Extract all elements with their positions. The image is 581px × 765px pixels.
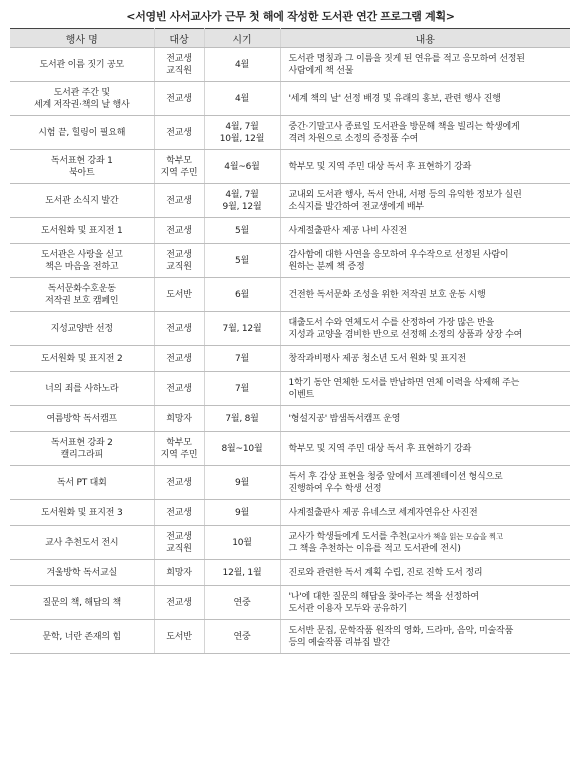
table-row	[10, 278, 570, 312]
period-cell	[204, 48, 280, 82]
cell-line: 지역 주민	[160, 449, 198, 460]
period-cell	[204, 244, 280, 278]
cell-line: 교직원	[166, 543, 192, 554]
cell-line: 사계절출판사 제공 나비 사진전	[288, 225, 407, 236]
cell-line: 9월, 12월	[222, 201, 262, 212]
cell-line: 전교생	[166, 477, 192, 488]
cell-line: 등의 예술작품 리뷰집 발간	[288, 637, 390, 648]
cell-line: 도서관 소식지 발간	[45, 195, 119, 206]
name-cell	[10, 620, 154, 654]
target-cell	[154, 244, 204, 278]
content-cell	[280, 346, 570, 372]
cell-line: 9월	[234, 477, 250, 488]
content-cell	[280, 218, 570, 244]
cell-line: 도서반 문집, 문학작품 원작의 영화, 드라마, 음악, 미술작품	[288, 625, 514, 636]
target-cell	[154, 586, 204, 620]
period-cell	[204, 466, 280, 500]
cell-line: 5월	[234, 255, 250, 266]
cell-line: 학부모 및 지역 주민 대상 독서 후 표현하기 강좌	[288, 443, 472, 454]
cell-line: 4월	[234, 93, 250, 104]
cell-line: 도서원화 및 표지전 1	[41, 225, 123, 236]
cell-line: 사계절출판사 제공 유네스코 세계자연유산 사진전	[288, 507, 478, 518]
period-cell	[204, 278, 280, 312]
cell-line: 독서문화수호운동	[47, 283, 116, 294]
target-cell	[154, 82, 204, 116]
name-cell	[10, 116, 154, 150]
cell-line: 학부모	[166, 155, 192, 166]
cell-line: 캘리그라피	[60, 449, 103, 460]
cell-line: 9월	[234, 507, 250, 518]
table-row	[10, 432, 570, 466]
period-cell	[204, 150, 280, 184]
cell-line: 여름방학 독서캠프	[46, 413, 118, 424]
cell-line: 도서반	[166, 631, 192, 642]
period-cell	[204, 500, 280, 526]
period-cell	[204, 406, 280, 432]
cell-line: 1학기 동안 연체한 도서를 반납하면 연체 이력을 삭제해 주는	[288, 377, 520, 388]
cell-line: 교직원	[166, 261, 192, 272]
cell-line: 대출도서 수와 연체도서 수를 산정하여 가장 많은 반을	[288, 317, 494, 328]
table-row	[10, 218, 570, 244]
name-cell	[10, 312, 154, 346]
cell-line: 이벤트	[288, 389, 314, 400]
cell-line: 전교생	[166, 53, 192, 64]
table-row	[10, 244, 570, 278]
period-cell	[204, 116, 280, 150]
cell-line: 교사가 학생들에게 도서를 추천	[288, 531, 407, 542]
table-row	[10, 586, 570, 620]
cell-line: 12월, 1월	[222, 567, 262, 578]
period-cell	[204, 620, 280, 654]
cell-line: 전교생	[166, 597, 192, 608]
table-body	[10, 48, 570, 654]
cell-line: 전교생	[166, 383, 192, 394]
cell-line: 격려 차원으로 소정의 증정품 수여	[288, 133, 419, 144]
content-cell	[280, 116, 570, 150]
period-cell	[204, 82, 280, 116]
content-cell	[280, 560, 570, 586]
name-cell	[10, 150, 154, 184]
name-cell	[10, 278, 154, 312]
cell-line: 학부모 및 지역 주민 대상 독서 후 표현하기 강좌	[288, 161, 472, 172]
period-cell	[204, 586, 280, 620]
target-cell	[154, 406, 204, 432]
cell-line: 8월~10월	[221, 443, 263, 454]
cell-line: 6월	[234, 289, 250, 300]
table-row	[10, 526, 570, 560]
cell-line: 독서표현 강좌 1	[50, 155, 113, 166]
cell-line: 건전한 독서문화 조성을 위한 저작권 보호 운동 시행	[288, 289, 486, 300]
period-cell	[204, 218, 280, 244]
cell-line: 전교생	[166, 249, 192, 260]
cell-line: 책은 마음을 전하고	[45, 261, 119, 272]
cell-line: 7월, 12월	[222, 323, 262, 334]
cell-line: 그 책을 추천하는 이유를 적고 도서관에 전시)	[288, 543, 461, 554]
target-cell	[154, 372, 204, 406]
cell-line: 도서원화 및 표지전 2	[41, 353, 123, 364]
cell-note: (교사가 책을 읽는 모습을 찍고	[406, 531, 503, 541]
name-cell	[10, 244, 154, 278]
name-cell	[10, 218, 154, 244]
cell-line: 도서반	[166, 289, 192, 300]
cell-line: 학부모	[166, 437, 192, 448]
cell-line: 4월~6월	[224, 161, 260, 172]
cell-line: 4월	[234, 59, 250, 70]
cell-line: 소식지를 발간하여 전교생에게 배부	[288, 201, 424, 212]
cell-line: 도서관은 사랑을 싣고	[40, 249, 123, 260]
content-cell	[280, 278, 570, 312]
target-cell	[154, 620, 204, 654]
target-cell	[154, 466, 204, 500]
header-period: 시기	[204, 29, 280, 48]
cell-line: 질문의 책, 해답의 책	[42, 597, 122, 608]
content-cell	[280, 500, 570, 526]
cell-line: 도서원화 및 표지전 3	[41, 507, 123, 518]
table-row	[10, 48, 570, 82]
cell-line: 전교생	[166, 323, 192, 334]
content-cell	[280, 244, 570, 278]
cell-line: 북아트	[69, 167, 95, 178]
name-cell	[10, 586, 154, 620]
cell-line: 겨울방학 독서교실	[46, 567, 118, 578]
name-cell	[10, 372, 154, 406]
target-cell	[154, 278, 204, 312]
target-cell	[154, 346, 204, 372]
document-title: <서영빈 사서교사가 근무 첫 해에 작성한 도서관 연간 프로그램 계획>	[126, 10, 455, 23]
table-row	[10, 620, 570, 654]
name-cell	[10, 82, 154, 116]
cell-line: 진로와 관련한 독서 계획 수립, 진로 진학 도서 정리	[288, 567, 483, 578]
period-cell	[204, 346, 280, 372]
target-cell	[154, 48, 204, 82]
table-header-row	[10, 29, 570, 48]
cell-line: 희망자	[166, 567, 192, 578]
cell-line: 전교생	[166, 127, 192, 138]
target-cell	[154, 500, 204, 526]
cell-line: 지성과 교양을 겸비한 반으로 선정해 소정의 상품과 상장 수여	[288, 329, 523, 340]
cell-line: 독서 후 감상 표현을 청중 앞에서 프레젠테이션 형식으로	[288, 471, 503, 482]
cell-line: 희망자	[166, 413, 192, 424]
period-cell	[204, 372, 280, 406]
cell-line: 연중	[233, 631, 251, 642]
name-cell	[10, 48, 154, 82]
cell-line: 7월, 8월	[225, 413, 259, 424]
cell-line: 전교생	[166, 195, 192, 206]
cell-line: 저작권 보호 캠페인	[45, 295, 119, 306]
table-row	[10, 406, 570, 432]
cell-line: 5월	[234, 225, 250, 236]
table-row	[10, 500, 570, 526]
content-cell	[280, 526, 570, 560]
name-cell	[10, 406, 154, 432]
name-cell	[10, 346, 154, 372]
cell-line: 지역 주민	[160, 167, 198, 178]
cell-line: 너의 죄를 사하노라	[45, 383, 119, 394]
cell-line: 중간·기말고사 종료일 도서관을 방문해 책을 빌리는 학생에게	[288, 121, 520, 132]
table-row	[10, 82, 570, 116]
table-row	[10, 560, 570, 586]
cell-line: 지성교양반 선정	[50, 323, 113, 334]
table-row	[10, 312, 570, 346]
cell-line: '형설지공' 밤샘독서캠프 운영	[288, 413, 401, 424]
target-cell	[154, 184, 204, 218]
target-cell	[154, 218, 204, 244]
cell-line: 교직원	[166, 65, 192, 76]
content-cell	[280, 406, 570, 432]
cell-line: 세계 저작권·책의 날 행사	[33, 99, 130, 110]
period-cell	[204, 312, 280, 346]
table-row	[10, 116, 570, 150]
period-cell	[204, 184, 280, 218]
cell-line: 교내외 도서관 행사, 독서 안내, 서평 등의 유익한 정보가 실린	[288, 189, 522, 200]
target-cell	[154, 150, 204, 184]
cell-line: '세계 책의 날' 선정 배경 및 유래의 홍보, 관련 행사 진행	[288, 93, 501, 104]
cell-line: 도서관 이용자 모두와 공유하기	[288, 603, 407, 614]
cell-line: 도서관 주간 및	[53, 87, 110, 98]
name-cell	[10, 432, 154, 466]
table-row	[10, 346, 570, 372]
content-cell	[280, 620, 570, 654]
header-name: 행사 명	[10, 29, 154, 48]
cell-line: 시험 끝, 힐링이 필요해	[38, 127, 126, 138]
name-cell	[10, 184, 154, 218]
content-cell	[280, 466, 570, 500]
cell-line: '나'에 대한 질문의 해답을 찾아주는 책을 선정하여	[288, 591, 479, 602]
cell-line: 진행하여 우수 학생 선정	[288, 483, 382, 494]
content-cell	[280, 150, 570, 184]
cell-line: 사람에게 책 선물	[288, 65, 354, 76]
cell-line: 도서관 명칭과 그 이름을 짓게 된 연유를 적고 응모하여 선정된	[288, 53, 525, 64]
cell-line: 독서표현 강좌 2	[50, 437, 113, 448]
header-content: 내용	[280, 29, 570, 48]
table-row	[10, 372, 570, 406]
period-cell	[204, 432, 280, 466]
target-cell	[154, 312, 204, 346]
cell-line: 4월, 7월	[225, 189, 259, 200]
content-cell	[280, 432, 570, 466]
content-cell	[280, 184, 570, 218]
cell-line: 창작과비평사 제공 청소년 도서 원화 및 표지전	[288, 353, 466, 364]
content-cell	[280, 82, 570, 116]
cell-line: 원하는 분께 책 증정	[288, 261, 365, 272]
name-cell	[10, 500, 154, 526]
target-cell	[154, 560, 204, 586]
cell-line: 7월	[234, 353, 250, 364]
content-cell	[280, 312, 570, 346]
cell-line: 연중	[233, 597, 251, 608]
name-cell	[10, 466, 154, 500]
cell-line: 10월	[232, 537, 252, 548]
cell-line: 전교생	[166, 225, 192, 236]
period-cell	[204, 560, 280, 586]
name-cell	[10, 526, 154, 560]
cell-line: 10월, 12월	[219, 133, 265, 144]
target-cell	[154, 526, 204, 560]
cell-line: 4월, 7월	[225, 121, 259, 132]
cell-line: 전교생	[166, 353, 192, 364]
content-cell	[280, 48, 570, 82]
cell-line: 문학, 너란 존재의 힘	[42, 631, 122, 642]
content-cell	[280, 372, 570, 406]
cell-line: 전교생	[166, 93, 192, 104]
cell-line: 교사 추천도서 전시	[45, 537, 119, 548]
period-cell	[204, 526, 280, 560]
cell-line: 전교생	[166, 507, 192, 518]
cell-line: 도서관 이름 짓기 공모	[39, 59, 124, 70]
header-target: 대상	[154, 29, 204, 48]
content-cell	[280, 586, 570, 620]
target-cell	[154, 432, 204, 466]
table-row	[10, 184, 570, 218]
name-cell	[10, 560, 154, 586]
cell-line: 7월	[234, 383, 250, 394]
cell-line: 감사함에 대한 사연을 응모하여 우수작으로 선정된 사람이	[288, 249, 509, 260]
program-table	[10, 28, 570, 654]
cell-line: 전교생	[166, 531, 192, 542]
table-row	[10, 150, 570, 184]
target-cell	[154, 116, 204, 150]
cell-line: 독서 PT 대회	[56, 477, 107, 488]
table-row	[10, 466, 570, 500]
